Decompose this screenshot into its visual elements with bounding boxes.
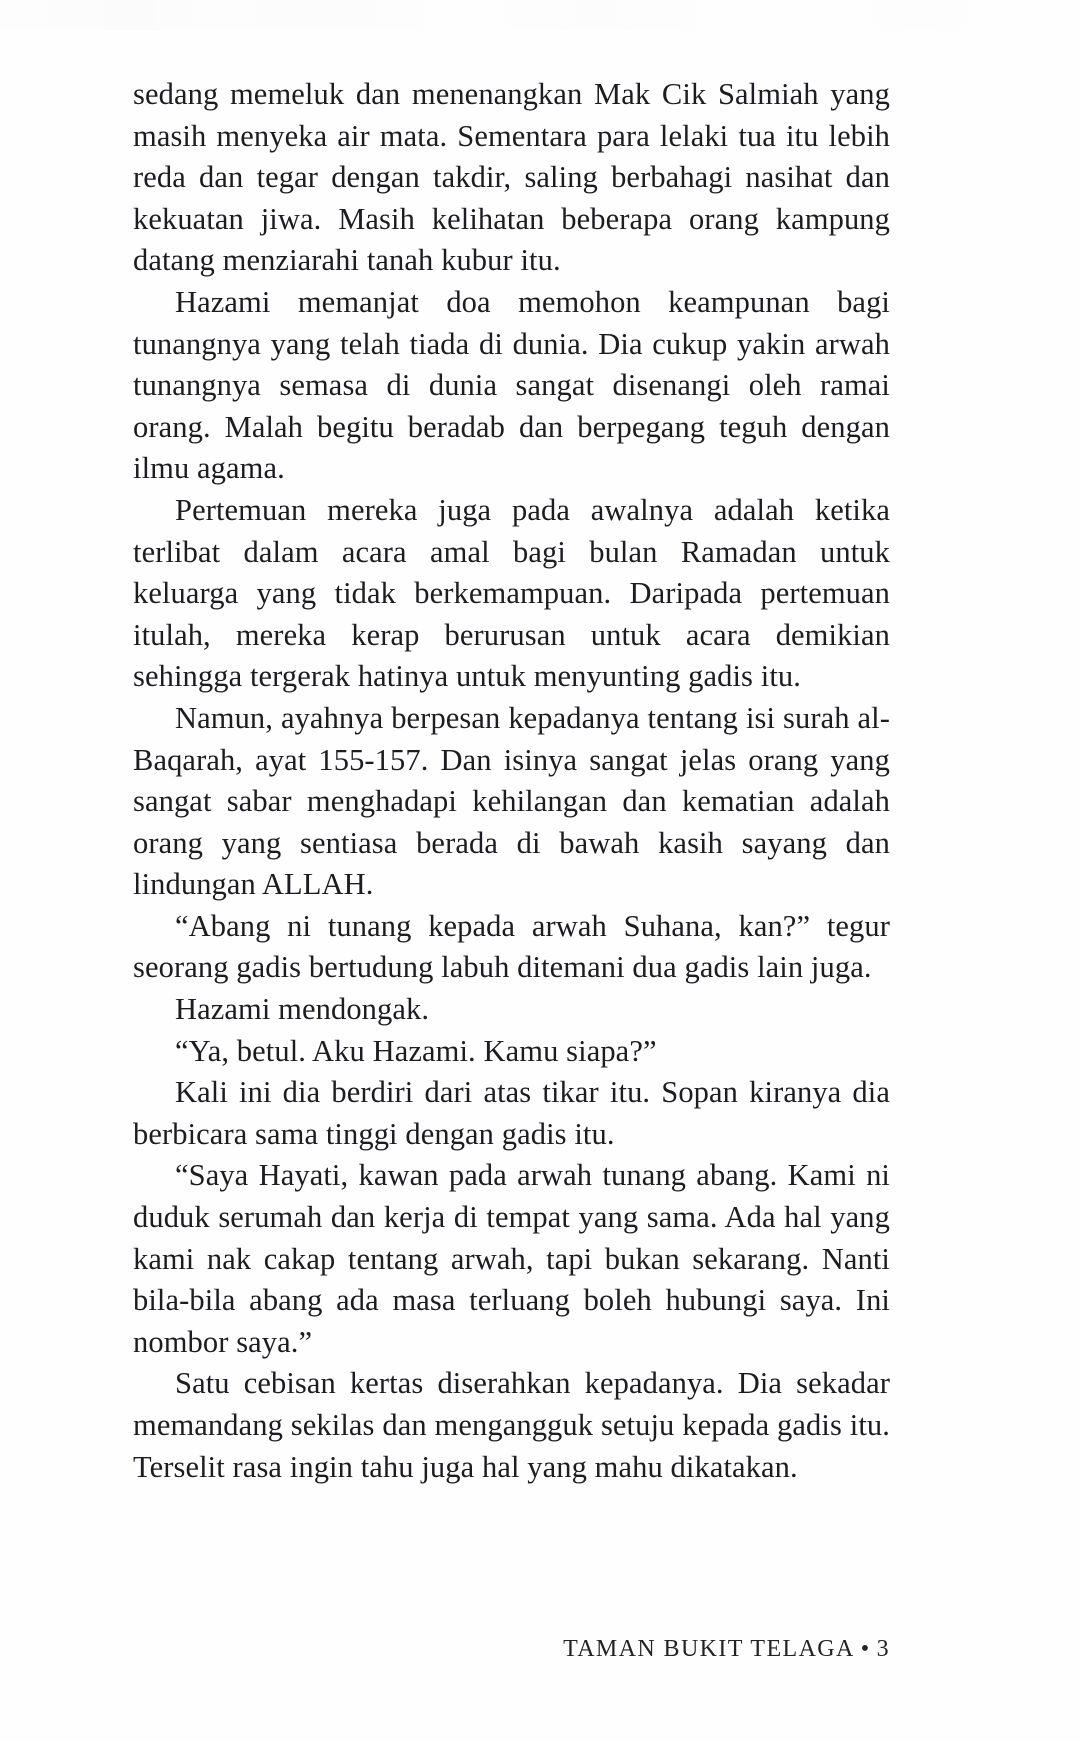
paragraph: Kali ini dia berdiri dari atas tikar itu. Sopan kiranya dia berbicara sama tinggi dengan gadis itu.	[133, 1075, 890, 1151]
footer-separator-bullet: •	[860, 1636, 871, 1662]
paragraph: “Ya, betul. Aku Hazami. Kamu siapa?”	[175, 1033, 657, 1068]
paragraph: Satu cebisan kertas diserahkan kepadanya. Dia sekadar memandang sekilas dan mengangguk setuju kepada gadis itu. Terselit rasa ingin tahu juga hal yang mahu dikatakan.	[133, 1366, 890, 1484]
footer-page-number: 3	[876, 1636, 890, 1662]
paragraph: “Saya Hayati, kawan pada arwah tunang abang. Kami ni duduk serumah dan kerja di tempat yang sama. Ada hal yang kami nak cakap tentang arwah, tapi bukan sekarang. Nanti bila-bila abang ada masa terluang boleh hubungi saya. Ini nombor saya.”	[133, 1158, 890, 1359]
paragraph: “Abang ni tunang kepada arwah Suhana, kan?” tegur seorang gadis bertudung labuh ditemani dua gadis lain juga.	[133, 908, 890, 985]
scan-artifact-band	[0, 0, 1080, 30]
footer-book-title: TAMAN BUKIT TELAGA	[563, 1636, 855, 1662]
paragraph: Hazami mendongak.	[175, 992, 430, 1027]
paragraph: sedang memeluk dan menenangkan Mak Cik Salmiah yang masih menyeka air mata. Sementara para lelaki tua itu lebih reda dan tegar dengan takdir, saling berbahagi nasihat dan kekuatan jiwa. Masih kelihatan beberapa orang kampung datang menziarahi tanah kubur itu.	[133, 77, 890, 278]
body-text-column	[133, 74, 890, 1488]
paragraph: Pertemuan mereka juga pada awalnya adalah ketika terlibat dalam acara amal bagi bulan Ramadan untuk keluarga yang tidak berkemampuan. Daripada pertemuan itulah, mereka kerap berurusan untuk acara demikian sehingga tergerak hatinya untuk menyunting gadis itu.	[133, 492, 890, 694]
paragraph: Hazami memanjat doa memohon keampunan bagi tunangnya yang telah tiada di dunia. Dia cukup yakin arwah tunangnya semasa di dunia sangat disenangi oleh ramai orang. Malah begitu beradab dan berpegang teguh dengan ilmu agama.	[133, 284, 890, 486]
page-text-block	[133, 74, 890, 1488]
page-footer	[133, 1636, 890, 1663]
paragraph: Namun, ayahnya berpesan kepadanya tentang isi surah al-Baqarah, ayat 155-157. Dan isinya sangat jelas orang yang sangat sabar menghadapi kehilangan dan kematian adalah orang yang sentiasa berada di bawah kasih sayang dan lindungan ALLAH.	[133, 700, 890, 902]
